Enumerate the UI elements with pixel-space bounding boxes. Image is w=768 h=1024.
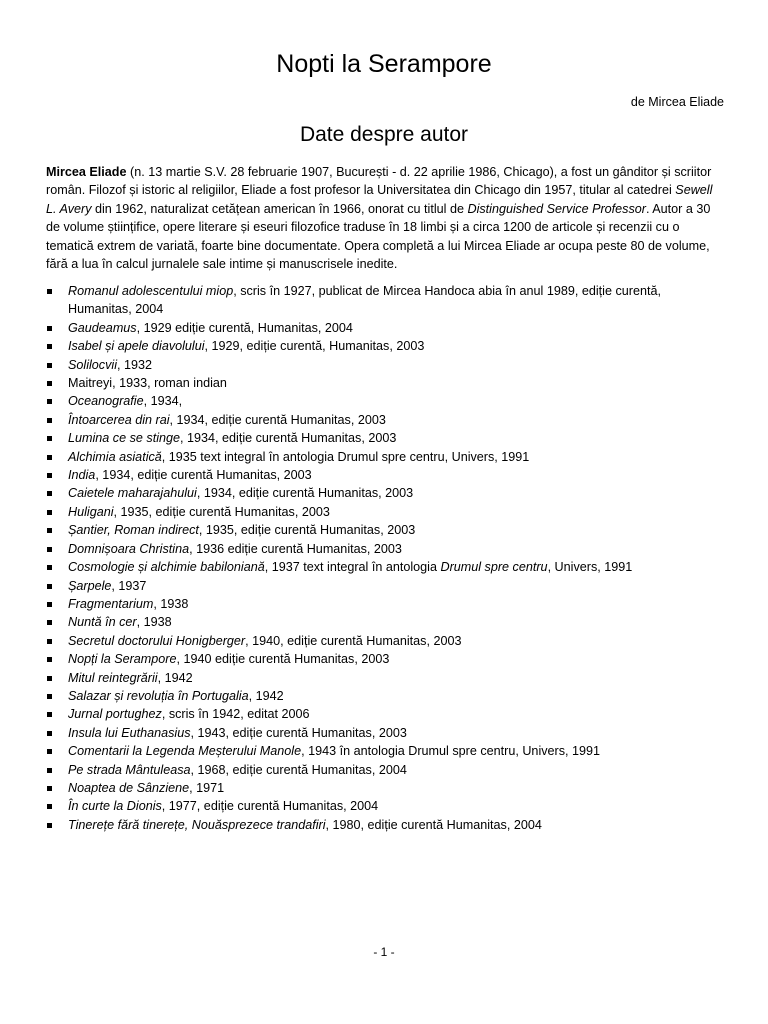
work-details: , 1943 în antologia Drumul spre centru, Univers, 1991 (301, 744, 601, 759)
work-item (46, 558, 726, 576)
author-line: de Mircea Eliade (630, 95, 724, 109)
work-item (46, 779, 726, 797)
work-title: Șarpele (68, 578, 112, 593)
work-item (46, 429, 726, 447)
work-title: Insula lui Euthanasius (68, 725, 191, 740)
work-title: Nuntă în cer (68, 615, 137, 630)
work-item (46, 448, 726, 466)
work-title: Nopți la Serampore (68, 652, 177, 667)
document-title: Nopti la Serampore (276, 50, 492, 78)
square-bullet-icon (47, 620, 52, 625)
work-details: , 1935, ediție curentă Humanitas, 2003 (198, 523, 416, 538)
work-item (46, 613, 726, 631)
work-details: , 1938 (136, 615, 172, 630)
work-item (46, 742, 726, 760)
work-title: Romanul adolescentului miop (68, 284, 234, 298)
work-details: , 1977, ediție curentă Humanitas, 2004 (161, 799, 379, 814)
work-details: , 1937 text integral în antologia (264, 560, 441, 575)
bio-author-name: Mircea Eliade (46, 165, 127, 179)
work-title: Salazar și revoluția în Portugalia (68, 688, 249, 703)
work-title: Tinerețe fără tinerețe, Nouăsprezece trandafiri (68, 817, 326, 832)
work-item (46, 577, 726, 595)
work-item (46, 282, 726, 319)
work-title: Fragmentarium (68, 596, 154, 611)
work-details: , 1934, ediție curentă Humanitas, 2003 (95, 468, 312, 483)
work-item (46, 484, 726, 502)
square-bullet-icon (47, 363, 52, 368)
square-bullet-icon (47, 639, 52, 644)
bio-chair-name: Sewell L. Avery (46, 183, 713, 216)
work-item (46, 650, 726, 668)
square-bullet-icon (47, 786, 52, 791)
work-item (46, 724, 726, 742)
work-details: , scris în 1942, editat 2006 (161, 707, 310, 722)
square-bullet-icon (47, 436, 52, 441)
work-title: Lumina ce se stinge (68, 431, 181, 446)
work-item (46, 319, 726, 337)
work-title: Mitul reintegrării (68, 670, 158, 685)
square-bullet-icon (47, 547, 52, 552)
square-bullet-icon (47, 804, 52, 809)
square-bullet-icon (47, 491, 52, 496)
work-item (46, 595, 726, 613)
work-title: Șantier, Roman indirect (68, 523, 199, 538)
author-bio (46, 163, 726, 273)
work-title: Jurnal portughez (68, 707, 162, 722)
work-details: , 1935, ediție curentă Humanitas, 2003 (113, 504, 330, 519)
work-details: , 1936 ediție curentă Humanitas, 2003 (189, 541, 402, 556)
square-bullet-icon (47, 289, 52, 294)
work-title: Huligani (68, 504, 114, 519)
work-details: , 1935 text integral în antologia Drumul spre centru, Univers, 1991 (161, 449, 530, 464)
work-item (46, 816, 726, 834)
square-bullet-icon (47, 326, 52, 331)
work-item (46, 687, 726, 705)
square-bullet-icon (47, 528, 52, 533)
work-title: Solilocvii (68, 357, 117, 372)
work-details: , 1934, ediție curentă Humanitas, 2003 (169, 412, 386, 427)
bio-honorary-title: Distinguished Service Professor (467, 201, 646, 216)
work-title: Cosmologie și alchimie babiloniană (68, 560, 265, 575)
work-item (46, 374, 726, 392)
work-details: , 1934, ediție curentă Humanitas, 2003 (196, 486, 414, 501)
work-item (46, 392, 726, 410)
square-bullet-icon (47, 731, 52, 736)
square-bullet-icon (47, 768, 52, 773)
work-details: , 1934, (143, 394, 183, 409)
work-details: Maitreyi, 1933, roman indian (68, 376, 227, 391)
work-details: , 1942 (157, 670, 193, 685)
bio-text: (n. 13 martie S.V. 28 februarie 1907, București - d. 22 aprilie 1986, Chicago), a fost un gânditor și scriitor român. Filozof și istoric al religiilor, Eliade a fost profesor la Universitatea din Chicago din 1957, titular al catedrei (46, 165, 712, 198)
square-bullet-icon (47, 584, 52, 589)
square-bullet-icon (47, 565, 52, 570)
work-details: , 1938 (153, 596, 189, 611)
work-details: , 1942 (248, 688, 284, 703)
work-item (46, 337, 726, 355)
square-bullet-icon (47, 473, 52, 478)
work-details: , 1932 (117, 357, 153, 372)
bio-text: din 1962, naturalizat cetățean american în 1966, onorat cu titlul de (91, 201, 468, 216)
square-bullet-icon (47, 602, 52, 607)
square-bullet-icon (47, 455, 52, 460)
work-title: Domnișoara Christina (68, 541, 190, 556)
work-details: , 1929, ediție curentă, Humanitas, 2003 (204, 339, 425, 354)
square-bullet-icon (47, 657, 52, 662)
work-anthology-title: Drumul spre centru (440, 560, 548, 575)
square-bullet-icon (47, 712, 52, 717)
work-item (46, 797, 726, 815)
square-bullet-icon (47, 418, 52, 423)
work-title: Întoarcerea din rai (68, 412, 170, 427)
works-list (46, 282, 726, 834)
square-bullet-icon (47, 510, 52, 515)
work-details: , 1971 (189, 780, 225, 795)
work-details: , 1934, ediție curentă Humanitas, 2003 (180, 431, 397, 446)
square-bullet-icon (47, 676, 52, 681)
work-title: Secretul doctorului Honigberger (68, 633, 246, 648)
work-title: Noaptea de Sânziene (68, 780, 190, 795)
work-title: Caietele maharajahului (68, 486, 197, 501)
work-details: , 1929 ediție curentă, Humanitas, 2004 (136, 320, 353, 335)
square-bullet-icon (47, 694, 52, 699)
work-details: , 1940, ediție curentă Humanitas, 2003 (245, 633, 462, 648)
work-item (46, 761, 726, 779)
section-heading: Date despre autor (299, 123, 469, 146)
work-item (46, 356, 726, 374)
square-bullet-icon (47, 399, 52, 404)
work-item (46, 540, 726, 558)
work-item (46, 669, 726, 687)
page-number: - 1 - (373, 945, 395, 959)
work-title: În curte la Dionis (68, 799, 162, 814)
work-details: , Univers, 1991 (547, 560, 633, 575)
bio-text: . Autor a 30 de volume științifice, opere literare și eseuri filozofice traduse în 18 limbi și a circa 1200 de articole și recenzii cu o tematică extrem de variată, foarte bine documentate. Opera completă a lui Mircea Eliade ar ocupa peste 80 de volume, fără a lua în calcul jurnalele sale intime și manuscrisele inedite. (46, 201, 711, 272)
work-details: , 1937 (111, 578, 147, 593)
square-bullet-icon (47, 749, 52, 754)
work-title: Isabel și apele diavolului (68, 339, 205, 354)
work-item (46, 705, 726, 723)
work-title: India (68, 468, 96, 483)
work-details: , scris în 1927, publicat de Mircea Handoca abia în anul 1989, ediție curentă, Humanitas, 2004 (68, 284, 661, 317)
work-item (46, 411, 726, 429)
work-title: Pe strada Mântuleasa (68, 762, 191, 777)
work-item (46, 466, 726, 484)
work-item (46, 503, 726, 521)
work-title: Comentarii la Legenda Meșterului Manole (68, 744, 302, 759)
work-details: , 1943, ediție curentă Humanitas, 2003 (190, 725, 407, 740)
square-bullet-icon (47, 344, 52, 349)
work-details: , 1980, ediție curentă Humanitas, 2004 (325, 817, 542, 832)
work-title: Gaudeamus (68, 320, 137, 335)
work-title: Alchimia asiatică (68, 449, 162, 464)
work-details: , 1968, ediție curentă Humanitas, 2004 (190, 762, 407, 777)
square-bullet-icon (47, 823, 52, 828)
work-item (46, 632, 726, 650)
square-bullet-icon (47, 381, 52, 386)
work-details: , 1940 ediție curentă Humanitas, 2003 (176, 652, 390, 667)
work-item (46, 521, 726, 539)
work-title: Oceanografie (68, 394, 144, 409)
